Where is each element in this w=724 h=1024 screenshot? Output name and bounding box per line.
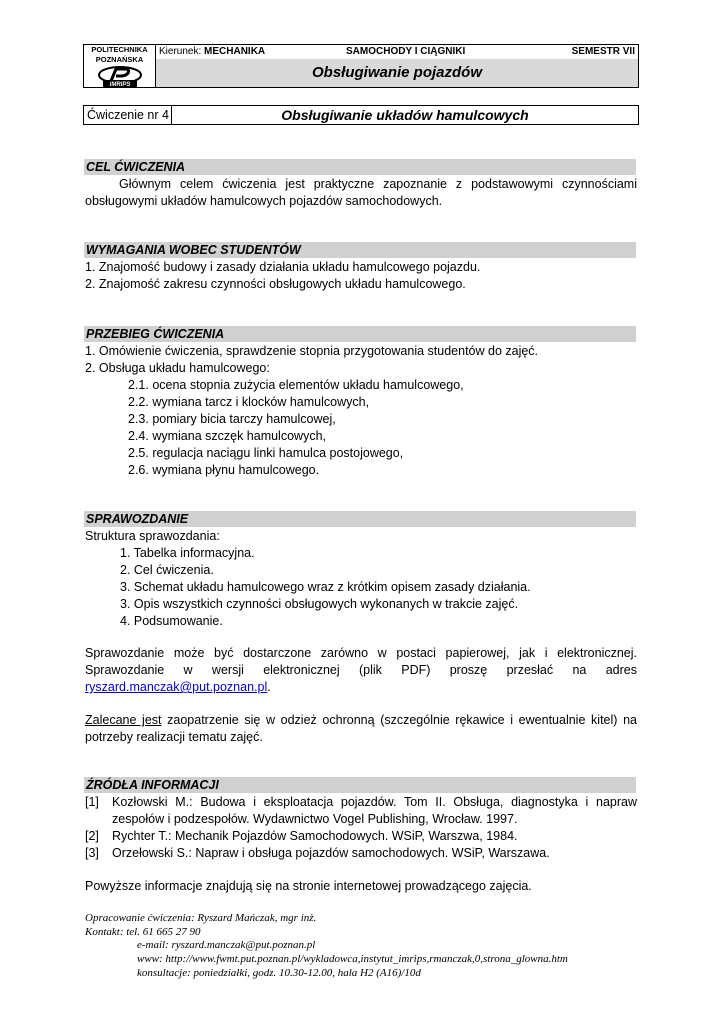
ref-number: [1] <box>85 795 99 809</box>
kierunek <box>159 45 265 58</box>
kierunek-value: MECHANIKA <box>204 46 266 57</box>
email-link[interactable]: ryszard.manczak@put.poznan.pl <box>85 680 268 694</box>
logo-text: IMRIPS <box>109 82 130 87</box>
sprawozdanie-item: 2. Cel ćwiczenia. <box>120 563 214 577</box>
przebieg-item-1: 1. Omówienie ćwiczenia, sprawdzenie stopnia przygotowania studentów do zajęć. <box>85 344 539 358</box>
footer-consult: konsultacje: poniedziałki, godz. 10.30-12.00, hala H2 (A16)/10d <box>137 967 421 979</box>
recommend-text: zaopatrzenie się w odzież ochronną (szczególnie rękawice i ewentualnie kitel) na potrzeby realizacji tematu zajęć. <box>85 713 637 744</box>
przebieg-subitem: 2.6. wymiana płynu hamulcowego. <box>128 463 320 477</box>
org-name-line2: POZNAŃSKA <box>95 54 144 64</box>
section-heading-wymagania: WYMAGANIA WOBEC STUDENTÓW <box>84 242 636 258</box>
przebieg-subitem: 2.5. regulacja naciągu linki hamulca postojowego, <box>128 446 404 460</box>
section-heading-cel: CEL ĆWICZENIA <box>84 159 636 175</box>
footer-author: Opracowanie ćwiczenia: Ryszard Mańczak, mgr inż. <box>85 912 317 924</box>
ref-text: Orzełowski S.: Napraw i obsługa pojazdów samochodowych. WSiP, Warszawa. <box>112 846 550 860</box>
footer-email: e-mail: ryszard.manczak@put.poznan.pl <box>137 939 316 951</box>
course-name: SAMOCHODY I CIĄGNIKI <box>346 46 466 57</box>
ref-text: Rychter T.: Mechanik Pojazdów Samochodowych. WSiP, Warszwa, 1984. <box>112 829 518 843</box>
przebieg-subitem: 2.2. wymiana tarcz i klocków hamulcowych, <box>128 395 370 409</box>
exercise-number: Ćwiczenie nr 4 <box>84 106 172 124</box>
przebieg-subitem: 2.1. ocena stopnia zużycia elementów układu hamulcowego, <box>128 378 464 392</box>
section-heading-przebieg: PRZEBIEG ĆWICZENIA <box>84 326 636 342</box>
university-logo <box>84 45 156 87</box>
delivery-text: Sprawozdanie może być dostarczone zarówno w postaci papierowej, jak i elektronicznej. Sprawozdanie w wersji elektronicznej (plik PDF) proszę przesłać na adres <box>85 646 637 677</box>
footer-www: www: http://www.fwmt.put.poznan.pl/wykladowca,instytut_imrips,rmanczak,0,strona_glowna.htm <box>137 953 568 965</box>
header-table <box>83 44 639 88</box>
header-top-row <box>156 45 638 60</box>
footer-contact: Kontakt: tel. 61 665 27 90 <box>85 926 201 938</box>
org-name-line1: POLITECHNIKA <box>91 45 148 54</box>
cel-text: Głównym celem ćwiczenia jest praktyczne zapoznanie z podstawowymi czynnościami obsługowymi układów hamulcowych pojazdów samochodowych. <box>85 177 637 208</box>
sprawozdanie-item: 4. Podsumowanie. <box>120 614 223 628</box>
sprawozdanie-item: 1. Tabelka informacyjna. <box>120 546 255 560</box>
sprawozdanie-item: 3. Schemat układu hamulcowego wraz z krótkim opisem zasady działania. <box>120 580 531 594</box>
recommendation <box>85 712 637 746</box>
sprawozdanie-item: 3. Opis wszystkich czynności obsługowych wykonanych w trakcie zajęć. <box>120 597 519 611</box>
section-heading-zrodla: ŹRÓDŁA INFORMACJI <box>84 777 636 793</box>
imrips-logo-icon <box>97 65 143 87</box>
ref-text: Kozłowski M.: Budowa i eksploatacja pojazdów. Tom II. Obsługa, diagnostyka i napraw zespołów i podzespołów. Wydawnictwo Vogel Publishing, Wrocław. 1997. <box>112 795 637 826</box>
wymagania-item-2: 2. Znajomość zakresu czynności obsługowych układu hamulcowego. <box>85 277 466 291</box>
wymagania-item-1: 1. Znajomość budowy i zasady działania układu hamulcowego pojazdu. <box>85 260 481 274</box>
ref-number: [2] <box>85 829 99 843</box>
exercise-title: Obsługiwanie układów hamulcowych <box>281 107 529 123</box>
recommend-label: Zalecane jest <box>85 713 162 727</box>
subject-title: Obsługiwanie pojazdów <box>156 59 638 87</box>
exercise-table <box>83 105 639 125</box>
ref-number: [3] <box>85 846 99 860</box>
delivery-end: . <box>267 680 271 694</box>
sprawozdanie-intro: Struktura sprawozdania: <box>85 529 220 543</box>
sprawozdanie-delivery <box>85 645 637 696</box>
przebieg-subitem: 2.4. wymiana szczęk hamulcowych, <box>128 429 326 443</box>
kierunek-label: Kierunek: <box>159 46 205 57</box>
przebieg-subitem: 2.3. pomiary bicia tarczy hamulcowej, <box>128 412 336 426</box>
semester: SEMESTR VII <box>571 46 635 57</box>
przebieg-item-2: 2. Obsługa układu hamulcowego: <box>85 361 270 375</box>
sources-note: Powyższe informacje znajdują się na stronie internetowej prowadzącego zajęcia. <box>85 879 532 893</box>
section-heading-sprawozdanie: SPRAWOZDANIE <box>84 511 636 527</box>
